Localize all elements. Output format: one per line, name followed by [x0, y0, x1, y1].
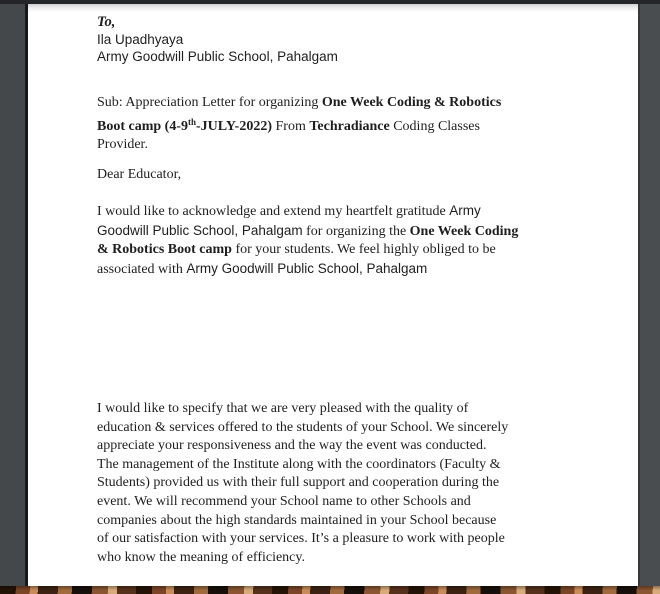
- text-segment: The management of the Institute along with the coordinators (Faculty &: [97, 456, 501, 472]
- text-segment: Coding Classes: [389, 118, 480, 134]
- paragraph-2: [97, 400, 508, 567]
- text-line: [97, 94, 501, 113]
- text-segment: One Week Coding & Robotics: [321, 95, 502, 110]
- right-gutter: [638, 4, 660, 586]
- text-segment: Army: [449, 203, 481, 218]
- text-segment: th: [188, 116, 197, 127]
- text-segment: Dear Educator,: [97, 167, 182, 182]
- text-line: [97, 512, 508, 531]
- text-line: [97, 166, 181, 185]
- text-segment: Boot camp (4-9: [97, 118, 188, 134]
- text-line: [97, 49, 338, 66]
- text-segment: Students) provided us with their full support and cooperation during the: [97, 475, 500, 491]
- left-gutter: [0, 4, 25, 586]
- text-segment: for organizing the: [302, 223, 410, 239]
- text-line: [97, 32, 338, 49]
- text-segment: Goodwill Public School, Pahalgam: [97, 222, 303, 238]
- text-segment: for your students. We feel highly obliged to be: [231, 242, 496, 258]
- text-line: [97, 530, 508, 549]
- photo-strip: [0, 586, 660, 594]
- text-line: [97, 13, 338, 32]
- letter-page: [28, 4, 638, 586]
- text-line: [97, 400, 508, 419]
- text-line: [97, 493, 508, 512]
- text-line: [97, 241, 518, 260]
- text-segment: companies about the high standards maintained in your School because: [97, 512, 497, 528]
- text-segment: Ila Upadhyaya: [97, 32, 184, 47]
- text-line: [97, 549, 508, 568]
- text-segment: Army Goodwill Public School, Pahalgam: [97, 49, 338, 64]
- text-segment: One Week Coding: [409, 223, 519, 239]
- text-line: [97, 419, 508, 438]
- text-line: [97, 474, 508, 493]
- text-line: [97, 260, 518, 280]
- text-segment: Provider.: [97, 137, 148, 153]
- text-segment: I would like to acknowledge and extend my heartfelt gratitude: [97, 204, 450, 219]
- text-segment: who know the meaning of efficiency.: [97, 549, 305, 565]
- text-segment: Army Goodwill Public School, Pahalgam: [186, 260, 428, 276]
- text-segment: associated with: [97, 261, 187, 277]
- text-segment: & Robotics Boot camp: [97, 242, 232, 258]
- text-line: [97, 113, 501, 137]
- text-segment: To,: [97, 14, 116, 30]
- text-line: [97, 136, 501, 155]
- subject-block: [97, 94, 501, 155]
- text-segment: event. We will recommend your School name to other Schools and: [97, 493, 471, 509]
- text-segment: Sub: Appreciation Letter for organizing: [97, 95, 322, 110]
- text-segment: From: [272, 118, 310, 134]
- text-line: [97, 456, 508, 475]
- text-segment: Techradiance: [309, 118, 390, 134]
- text-line: [97, 202, 518, 222]
- recipient-block: [97, 13, 338, 66]
- paragraph-1: [97, 202, 518, 279]
- text-segment: of our satisfaction with your services. It’s a pleasure to work with people: [97, 531, 505, 547]
- text-segment: -JULY-2022): [196, 118, 272, 134]
- text-segment: education & services offered to the students of your School. We sincerely: [97, 419, 509, 435]
- text-segment: appreciate your responsiveness and the way the event was conducted.: [97, 438, 487, 454]
- text-segment: I would like to specify that we are very pleased with the quality of: [97, 401, 469, 416]
- viewer-main: [0, 4, 660, 586]
- salutation-block: [97, 166, 181, 185]
- text-line: [97, 222, 518, 242]
- text-line: [97, 437, 508, 456]
